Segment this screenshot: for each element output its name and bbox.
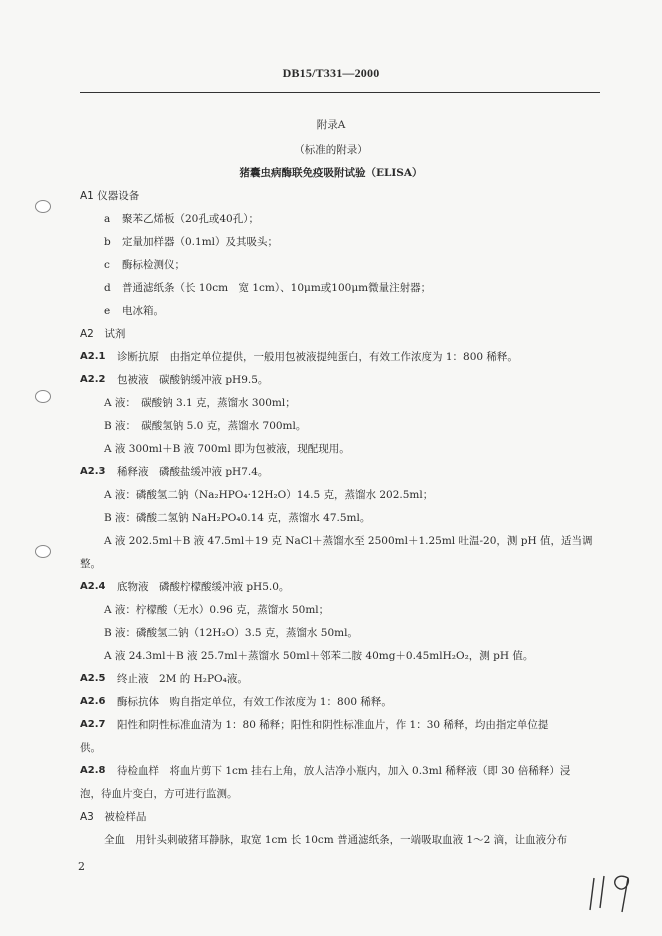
document-header: DB15/T331—2000: [282, 66, 380, 80]
a2-7-number: A2.7: [80, 719, 106, 730]
a2-2-solution-a: A 液： 碳酸钠 3.1 克，蒸馏水 300ml；: [104, 397, 296, 409]
a2-2-text: 包被液 碳酸钠缓冲液 pH9.5。: [117, 374, 269, 386]
a2-3-mix-continued: 整。: [80, 558, 101, 570]
binder-hole-1: [35, 200, 51, 213]
a2-2-number: A2.2: [80, 374, 106, 385]
header-rule: [80, 92, 600, 93]
a1-item-b-mark: b: [104, 236, 111, 248]
a1-item-e-text: 电冰箱。: [122, 305, 164, 317]
a2-7-text: 阳性和阴性标准血清为 1：80 稀释；阳性和阴性标准血片，作 1：30 稀释，均由指定单位提: [117, 719, 549, 731]
a2-1-text: 诊断抗原 由指定单位提供，一般用包被液提纯蛋白，有效工作浓度为 1：800 稀释。: [117, 351, 518, 363]
a2-2-mix: A 液 300ml＋B 液 700ml 即为包被液，现配现用。: [104, 443, 350, 455]
a2-7-continued: 供。: [80, 742, 101, 754]
a1-item-c-text: 酶标检测仪；: [122, 259, 185, 271]
a2-3-solution-a: A 液：磷酸氢二钠（Na₂HPO₄·12H₂O）14.5 克，蒸馏水 202.5ml；: [104, 489, 434, 501]
a1-item-b-text: 定量加样器（0.1ml）及其吸头；: [122, 236, 279, 248]
a2-3-mix: A 液 202.5ml＋B 液 47.5ml＋19 克 NaCl＋蒸馏水至 2500ml＋1.25ml 吐温-20，测 pH 值，适当调: [104, 535, 593, 547]
a2-5-text: 终止液 2M 的 H₂PO₄液。: [117, 673, 248, 685]
a2-2-solution-b: B 液： 碳酸氢钠 5.0 克，蒸馏水 700ml。: [104, 420, 307, 432]
a1-item-a-text: 聚苯乙烯板（20孔或40孔）；: [122, 213, 259, 225]
page-number: 2: [78, 860, 85, 873]
a2-4-solution-b: B 液：磷酸氢二钠（12H₂O）3.5 克，蒸馏水 50ml。: [104, 627, 358, 639]
section-a2-title: A2 试剂: [80, 328, 126, 340]
appendix-subtitle: （标准的附录）: [294, 144, 368, 156]
a2-3-text: 稀释液 磷酸盐缓冲液 pH7.4。: [117, 466, 269, 478]
appendix-title: 附录A: [316, 119, 346, 131]
a1-item-a-mark: a: [104, 213, 111, 225]
a2-8-text: 待检血样 将血片剪下 1cm 挂右上角，放人洁净小瓶内，加入 0.3ml 稀释液（即 30 倍稀释）浸: [117, 765, 571, 777]
a2-4-number: A2.4: [80, 581, 106, 592]
a1-item-e-mark: e: [104, 305, 111, 317]
a2-5-number: A2.5: [80, 673, 106, 684]
a2-4-solution-a: A 液：柠檬酸（无水）0.96 克，蒸馏水 50ml；: [104, 604, 330, 616]
a1-item-c-mark: c: [104, 259, 110, 271]
section-a3-title: A3 被检样品: [80, 811, 147, 823]
a2-4-text: 底物液 磷酸柠檬酸缓冲液 pH5.0。: [117, 581, 290, 593]
a2-8-continued: 泡，待血片变白，方可进行监测。: [80, 788, 238, 800]
a1-item-d-mark: d: [104, 282, 111, 294]
a2-4-mix: A 液 24.3ml＋B 液 25.7ml＋蒸馏水 50ml＋邻苯二胺 40mg＋0.45mlH₂O₂，测 pH 值。: [104, 650, 534, 662]
a1-item-d-text: 普通滤纸条（长 10cm 宽 1cm）、10μm或100μm微量注射器；: [122, 282, 432, 294]
appendix-heading: 猪囊虫病酶联免疫吸附试验（ELISA）: [239, 167, 423, 179]
binder-hole-3: [35, 545, 51, 558]
a2-1-number: A2.1: [80, 351, 106, 362]
a3-text: 全血 用针头刺破猪耳静脉，取宽 1cm 长 10cm 普通滤纸条，一端吸取血液 1～2 滴，让血液分布: [104, 834, 568, 846]
a2-3-solution-b: B 液：磷酸二氢钠 NaH₂PO₄0.14 克，蒸馏水 47.5ml。: [104, 512, 371, 524]
binder-hole-2: [35, 390, 51, 403]
a2-6-number: A2.6: [80, 696, 106, 707]
a2-3-number: A2.3: [80, 466, 106, 477]
a2-6-text: 酶标抗体 购自指定单位，有效工作浓度为 1：800 稀释。: [117, 696, 392, 708]
handwritten-page-mark: [588, 868, 638, 914]
a2-8-number: A2.8: [80, 765, 106, 776]
section-a1-title: A1 仪器设备: [80, 190, 140, 202]
